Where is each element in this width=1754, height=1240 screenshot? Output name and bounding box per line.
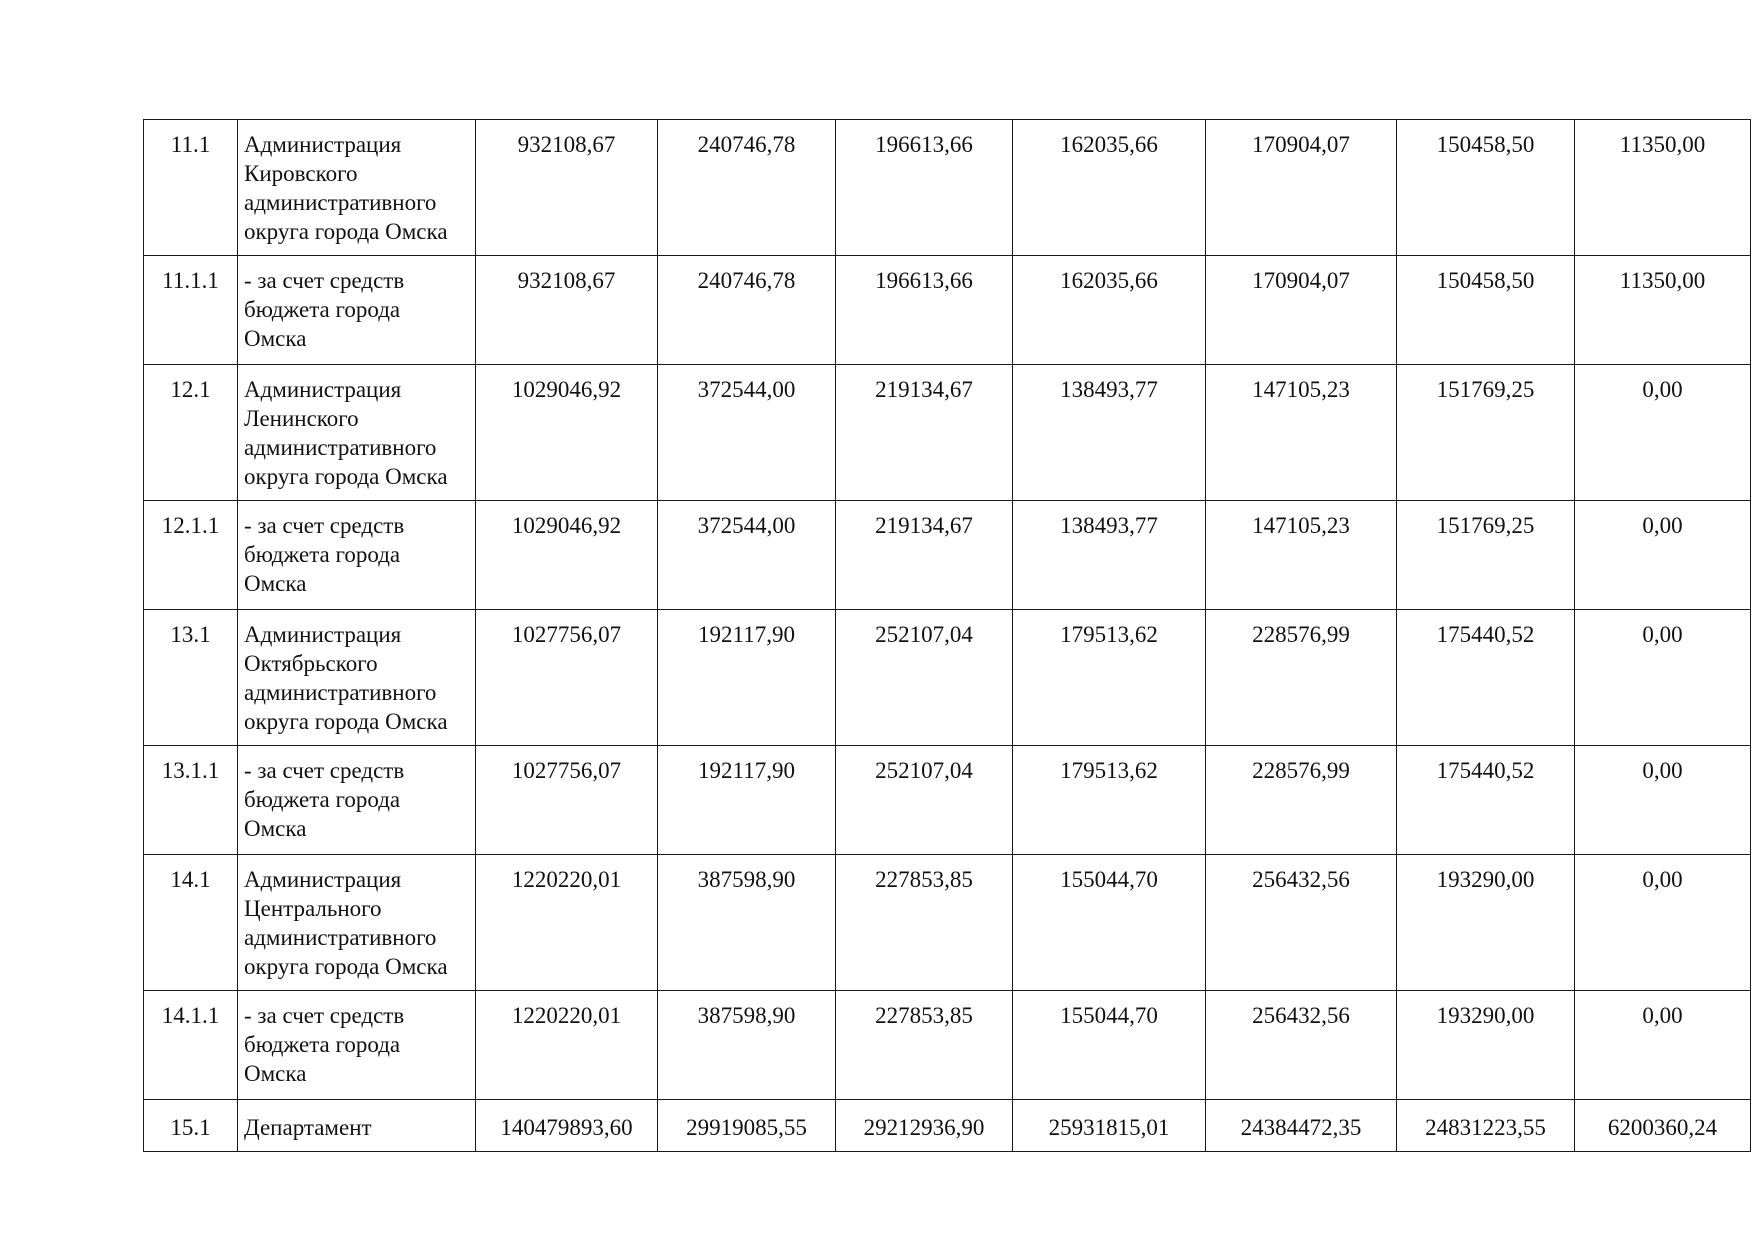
value-cell: 932108,67 [476,256,658,365]
row-name-line: Омска [244,571,307,596]
value-cell: 29212936,90 [836,1100,1013,1152]
value-cell: 0,00 [1575,991,1751,1100]
value-cell: 193290,00 [1397,991,1575,1100]
table-row [144,256,1751,365]
table-row [144,855,1751,991]
row-name-line: бюджета города [244,1032,401,1057]
row-name-line: округа города Омска [244,954,448,979]
value-cell: 175440,52 [1397,610,1575,746]
value-cell: 1220220,01 [476,855,658,991]
value-cell: 1027756,07 [476,746,658,855]
row-name-line: округа города Омска [244,464,448,489]
value-cell: 151769,25 [1397,365,1575,501]
value-cell: 1029046,92 [476,501,658,610]
value-cell: 151769,25 [1397,501,1575,610]
row-name [238,855,476,991]
row-name-line: округа города Омска [244,219,448,244]
value-cell: 179513,62 [1013,746,1206,855]
value-cell: 179513,62 [1013,610,1206,746]
value-cell: 24384472,35 [1206,1100,1397,1152]
value-cell: 150458,50 [1397,256,1575,365]
value-cell: 192117,90 [658,746,836,855]
row-name-line: бюджета города [244,787,401,812]
value-cell: 147105,23 [1206,365,1397,501]
value-cell: 219134,67 [836,501,1013,610]
value-cell: 0,00 [1575,746,1751,855]
value-cell: 196613,66 [836,120,1013,256]
value-cell: 256432,56 [1206,991,1397,1100]
value-cell: 256432,56 [1206,855,1397,991]
value-cell: 932108,67 [476,120,658,256]
row-name-line: - за счет средств [244,513,405,538]
value-cell: 1220220,01 [476,991,658,1100]
row-name-line: Октябрьского [244,651,378,676]
row-number: 11.1.1 [144,256,238,365]
value-cell: 0,00 [1575,855,1751,991]
row-number: 11.1 [144,120,238,256]
value-cell: 1029046,92 [476,365,658,501]
value-cell: 11350,00 [1575,120,1751,256]
row-name-line: бюджета города [244,542,401,567]
value-cell: 11350,00 [1575,256,1751,365]
table-row [144,991,1751,1100]
row-name-line: Омска [244,326,307,351]
value-cell: 170904,07 [1206,256,1397,365]
value-cell: 228576,99 [1206,746,1397,855]
value-cell: 140479893,60 [476,1100,658,1152]
value-cell: 387598,90 [658,991,836,1100]
value-cell: 0,00 [1575,501,1751,610]
row-number: 12.1.1 [144,501,238,610]
row-name-line: Администрация [244,867,402,892]
value-cell: 193290,00 [1397,855,1575,991]
row-name-line: - за счет средств [244,758,405,783]
value-cell: 387598,90 [658,855,836,991]
row-name-line: - за счет средств [244,1003,405,1028]
value-cell: 228576,99 [1206,610,1397,746]
table-row [144,120,1751,256]
value-cell: 162035,66 [1013,120,1206,256]
row-name [238,120,476,256]
value-cell: 252107,04 [836,746,1013,855]
value-cell: 162035,66 [1013,256,1206,365]
row-name-line: административного [244,190,437,215]
row-name-line: Кировского [244,161,358,186]
value-cell: 240746,78 [658,256,836,365]
value-cell: 192117,90 [658,610,836,746]
value-cell: 175440,52 [1397,746,1575,855]
value-cell: 219134,67 [836,365,1013,501]
row-name-line: Департамент [244,1115,372,1140]
value-cell: 240746,78 [658,120,836,256]
value-cell: 196613,66 [836,256,1013,365]
table-row [144,1100,1751,1152]
value-cell: 227853,85 [836,991,1013,1100]
budget-table [143,119,1751,1152]
value-cell: 155044,70 [1013,991,1206,1100]
value-cell: 150458,50 [1397,120,1575,256]
row-number: 12.1 [144,365,238,501]
row-number: 14.1 [144,855,238,991]
value-cell: 25931815,01 [1013,1100,1206,1152]
row-name [238,1100,476,1152]
table-row [144,501,1751,610]
row-number: 15.1 [144,1100,238,1152]
table-row [144,365,1751,501]
row-name [238,610,476,746]
value-cell: 138493,77 [1013,501,1206,610]
value-cell: 6200360,24 [1575,1100,1751,1152]
row-name-line: Администрация [244,622,402,647]
row-number: 13.1.1 [144,746,238,855]
row-name [238,501,476,610]
row-name-line: Администрация [244,132,402,157]
value-cell: 1027756,07 [476,610,658,746]
value-cell: 0,00 [1575,610,1751,746]
row-name [238,746,476,855]
table-row [144,610,1751,746]
row-number: 13.1 [144,610,238,746]
row-name-line: Омска [244,816,307,841]
value-cell: 372544,00 [658,501,836,610]
value-cell: 227853,85 [836,855,1013,991]
row-name-line: административного [244,435,437,460]
row-name [238,256,476,365]
value-cell: 0,00 [1575,365,1751,501]
row-name-line: Администрация [244,377,402,402]
row-name-line: Центрального [244,896,382,921]
row-name-line: административного [244,680,437,705]
row-name-line: административного [244,925,437,950]
value-cell: 252107,04 [836,610,1013,746]
row-name-line: бюджета города [244,297,401,322]
row-name-line: - за счет средств [244,268,405,293]
table-row [144,746,1751,855]
row-name [238,991,476,1100]
row-name-line: Омска [244,1061,307,1086]
row-name-line: округа города Омска [244,709,448,734]
row-name-line: Ленинского [244,406,359,431]
value-cell: 170904,07 [1206,120,1397,256]
row-name [238,365,476,501]
row-number: 14.1.1 [144,991,238,1100]
value-cell: 29919085,55 [658,1100,836,1152]
value-cell: 372544,00 [658,365,836,501]
value-cell: 155044,70 [1013,855,1206,991]
value-cell: 24831223,55 [1397,1100,1575,1152]
value-cell: 138493,77 [1013,365,1206,501]
value-cell: 147105,23 [1206,501,1397,610]
